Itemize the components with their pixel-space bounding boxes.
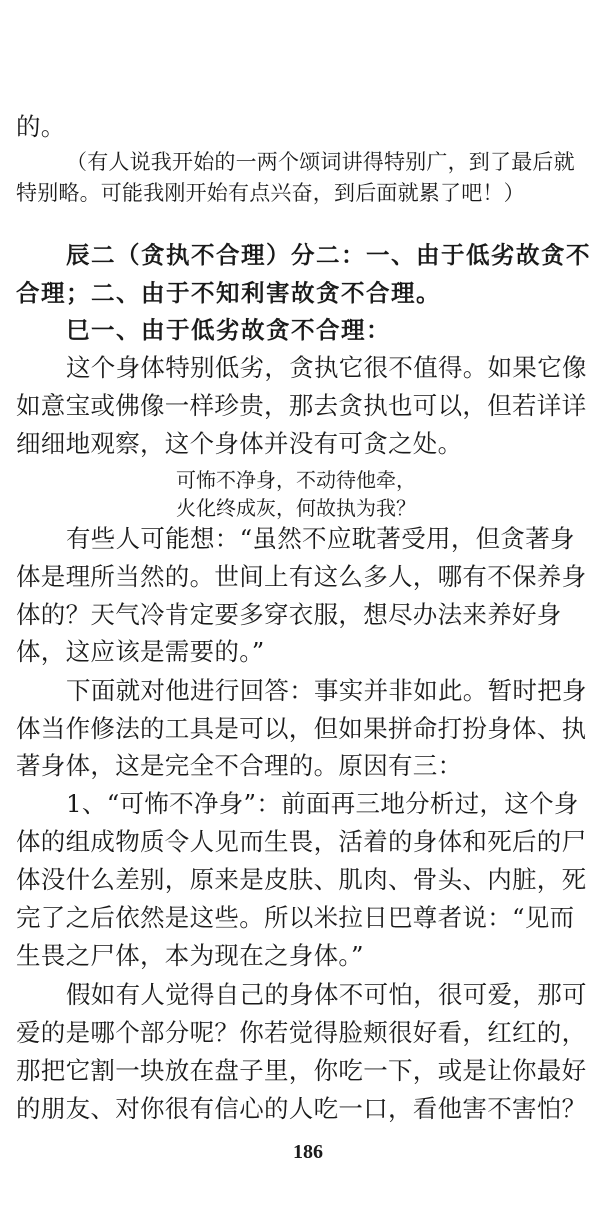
intro-line: 的。	[16, 112, 66, 141]
aside-note-line: 特别略。可能我刚开始有点兴奋，到后面就累了吧！）	[16, 181, 525, 205]
paragraph-line: 生畏之尸体，本为现在之身体。”	[16, 941, 364, 970]
paragraph-line: 那把它割一块放在盘子里，你吃一下，或是让你最好	[16, 1056, 587, 1085]
paragraph-line: 体的？天气冷肯定要多穿衣服，想尽办法来养好身	[16, 600, 562, 629]
subsection-heading: 巳一、由于低劣故贪不合理：	[66, 316, 391, 344]
verse-line: 可怖不净身，不动待他牵，	[176, 468, 416, 492]
paragraph-line: 体的组成物质令人见而生畏，活着的身体和死后的尸	[16, 827, 587, 856]
paragraph-line: 如意宝或佛像一样珍贵，那去贪执也可以，但若详详	[16, 391, 587, 420]
paragraph-line: 下面就对他进行回答：事实并非如此。暂时把身	[66, 676, 587, 705]
aside-note-line: （有人说我开始的一两个颂词讲得特别广，到了最后就	[66, 150, 575, 174]
paragraph-line: 有些人可能想：“虽然不应耽著受用，但贪著身	[66, 524, 575, 553]
paragraph-line: 体，这应该是需要的。”	[16, 637, 265, 666]
verse-line: 火化终成灰，何故执为我？	[176, 496, 416, 520]
paragraph-line: 体当作修法的工具是可以，但如果拼命打扮身体、执	[16, 714, 587, 743]
section-heading-line: 辰二（贪执不合理）分二：一、由于低劣故贪不	[66, 241, 591, 269]
paragraph-line: 完了之后依然是这些。所以米拉日巴尊者说：“见而	[16, 903, 575, 932]
paragraph-line: 体是理所当然的。世间上有这么多人，哪有不保养身	[16, 562, 587, 591]
paragraph-line: 1、“可怖不净身”：前面再三地分析过，这个身	[66, 789, 579, 818]
paragraph-line: 细细地观察，这个身体并没有可贪之处。	[16, 429, 463, 458]
paragraph-line: 假如有人觉得自己的身体不可怕，很可爱，那可	[66, 980, 587, 1009]
paragraph-line: 这个身体特别低劣，贪执它很不值得。如果它像	[66, 353, 587, 382]
paragraph-line: 爱的是哪个部分呢？你若觉得脸颊很好看，红红的，	[16, 1018, 587, 1047]
page-number: 186	[293, 1141, 323, 1163]
section-heading-line: 合理；二、由于不知利害故贪不合理。	[16, 279, 441, 307]
paragraph-line: 著身体，这是完全不合理的。原因有三：	[16, 751, 463, 780]
paragraph-line: 的朋友、对你很有信心的人吃一口，看他害不害怕？	[16, 1094, 587, 1123]
paragraph-line: 体没什么差别，原来是皮肤、肌肉、骨头、内脏，死	[16, 865, 587, 894]
